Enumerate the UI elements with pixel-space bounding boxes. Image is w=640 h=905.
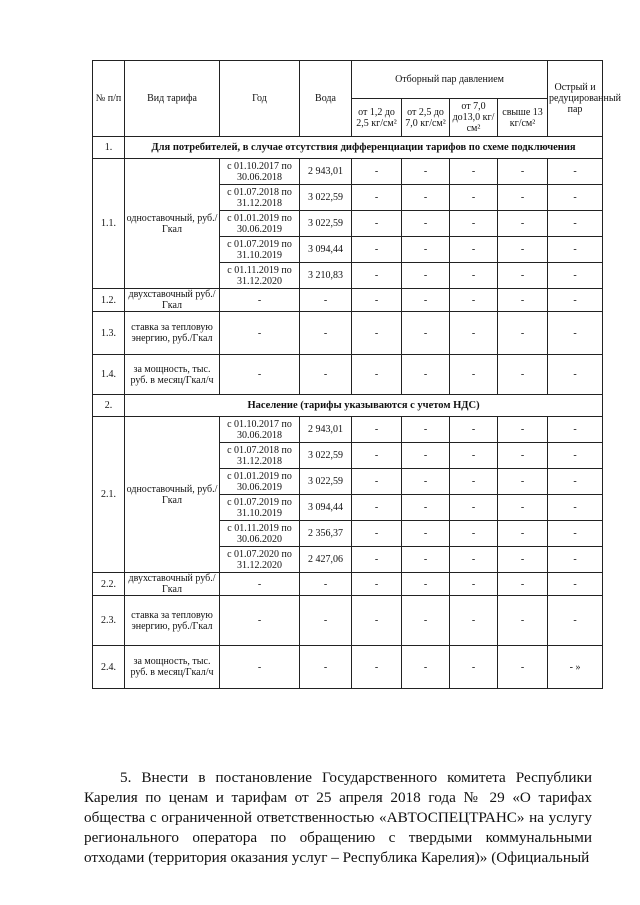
dash-cell: - xyxy=(498,646,548,689)
dash-cell: - xyxy=(548,185,603,211)
period-cell: с 01.01.2019 по 30.06.2019 xyxy=(220,469,300,495)
tariff-type-label: двухставочный руб./Гкал xyxy=(125,289,220,312)
dash-cell: - xyxy=(352,547,402,573)
period-cell: с 01.10.2017 по 30.06.2018 xyxy=(220,159,300,185)
dash-cell: - xyxy=(548,573,603,596)
section-num: 2. xyxy=(93,395,125,417)
dash-cell: - xyxy=(402,312,450,355)
section-row xyxy=(93,137,603,159)
header-steam-group: Отборный пар давлением xyxy=(352,61,548,99)
dash-cell: - xyxy=(450,263,498,289)
water-value: 2 943,01 xyxy=(300,417,352,443)
period-cell: с 01.10.2017 по 30.06.2018 xyxy=(220,417,300,443)
dash-cell: - xyxy=(352,443,402,469)
dash-cell: - xyxy=(450,443,498,469)
dash-cell: - xyxy=(352,185,402,211)
dash-cell: - xyxy=(220,312,300,355)
dash-cell: - xyxy=(548,417,603,443)
tariff-type-label: за мощность, тыс. руб. в месяц/Гкал/ч xyxy=(125,646,220,689)
row-num: 1.2. xyxy=(93,289,125,312)
dash-cell: - xyxy=(450,289,498,312)
dash-cell: - xyxy=(450,596,498,646)
dash-cell: - xyxy=(548,237,603,263)
row-num: 1.4. xyxy=(93,355,125,395)
dash-cell: - xyxy=(352,237,402,263)
header-steam-col: от 2,5 до 7,0 кг/см² xyxy=(402,99,450,137)
period-cell: с 01.07.2018 по 31.12.2018 xyxy=(220,185,300,211)
dash-cell: - xyxy=(402,521,450,547)
dash-cell: - xyxy=(450,495,498,521)
dash-cell: - xyxy=(450,573,498,596)
period-cell: с 01.07.2019 по 31.10.2019 xyxy=(220,237,300,263)
section-row xyxy=(93,395,603,417)
water-value: 3 022,59 xyxy=(300,443,352,469)
dash-cell: - xyxy=(548,211,603,237)
dash-cell: - xyxy=(498,237,548,263)
dash-cell: - xyxy=(498,211,548,237)
table-row xyxy=(93,312,603,355)
period-cell: с 01.07.2020 по 31.12.2020 xyxy=(220,547,300,573)
water-value: 2 356,37 xyxy=(300,521,352,547)
dash-cell: - xyxy=(352,646,402,689)
dash-cell: - xyxy=(498,312,548,355)
row-num: 1.1. xyxy=(93,159,125,289)
water-value: 3 022,59 xyxy=(300,185,352,211)
dash-cell: - xyxy=(498,469,548,495)
dash-cell: - xyxy=(352,312,402,355)
header-year: Год xyxy=(220,61,300,137)
period-cell: с 01.11.2019 по 30.06.2020 xyxy=(220,521,300,547)
row-num: 2.3. xyxy=(93,596,125,646)
dash-cell: - xyxy=(498,573,548,596)
dash-cell: - xyxy=(450,646,498,689)
dash-cell: - xyxy=(498,159,548,185)
dash-cell: - xyxy=(300,289,352,312)
table-row xyxy=(93,289,603,312)
dash-cell: - xyxy=(450,211,498,237)
dash-cell: - xyxy=(548,443,603,469)
dash-cell: - xyxy=(548,159,603,185)
row-num: 2.1. xyxy=(93,417,125,573)
table-row xyxy=(93,573,603,596)
dash-cell: - xyxy=(498,417,548,443)
dash-cell: - xyxy=(402,237,450,263)
section-num: 1. xyxy=(93,137,125,159)
closing-mark: - » xyxy=(548,646,603,689)
dash-cell: - xyxy=(220,355,300,395)
period-cell: с 01.11.2019 по 31.12.2020 xyxy=(220,263,300,289)
dash-cell: - xyxy=(352,289,402,312)
dash-cell: - xyxy=(352,355,402,395)
dash-cell: - xyxy=(498,495,548,521)
dash-cell: - xyxy=(498,263,548,289)
dash-cell: - xyxy=(352,417,402,443)
tariff-table xyxy=(92,60,621,689)
dash-cell: - xyxy=(402,417,450,443)
dash-cell: - xyxy=(548,521,603,547)
dash-cell: - xyxy=(498,547,548,573)
dash-cell: - xyxy=(352,211,402,237)
tariff-type-label: двухставочный руб./Гкал xyxy=(125,573,220,596)
dash-cell: - xyxy=(548,596,603,646)
dash-cell: - xyxy=(498,355,548,395)
dash-cell: - xyxy=(402,159,450,185)
dash-cell: - xyxy=(300,355,352,395)
dash-cell: - xyxy=(450,547,498,573)
dash-cell: - xyxy=(402,646,450,689)
dash-cell: - xyxy=(498,185,548,211)
header-steam-col: свыше 13 кг/см² xyxy=(498,99,548,137)
dash-cell: - xyxy=(402,596,450,646)
water-value: 3 022,59 xyxy=(300,211,352,237)
dash-cell: - xyxy=(402,573,450,596)
dash-cell: - xyxy=(402,547,450,573)
dash-cell: - xyxy=(450,185,498,211)
body-paragraph xyxy=(84,768,592,868)
dash-cell: - xyxy=(300,596,352,646)
dash-cell: - xyxy=(450,469,498,495)
dash-cell: - xyxy=(402,263,450,289)
header-num: № п/п xyxy=(93,61,125,137)
dash-cell: - xyxy=(402,211,450,237)
dash-cell: - xyxy=(450,521,498,547)
tariff-type-label: одноставочный, руб./Гкал xyxy=(125,417,220,573)
table-row xyxy=(93,596,603,646)
table-row xyxy=(93,417,603,443)
row-num: 1.3. xyxy=(93,312,125,355)
header-water: Вода xyxy=(300,61,352,137)
section-title: Для потребителей, в случае отсутствия дифференциации тарифов по схеме подключения xyxy=(125,137,603,159)
water-value: 3 022,59 xyxy=(300,469,352,495)
dash-cell: - xyxy=(300,646,352,689)
row-num: 2.4. xyxy=(93,646,125,689)
water-value: 3 094,44 xyxy=(300,495,352,521)
dash-cell: - xyxy=(402,443,450,469)
dash-cell: - xyxy=(402,185,450,211)
dash-cell: - xyxy=(450,355,498,395)
header-steam-col: от 1,2 до 2,5 кг/см² xyxy=(352,99,402,137)
dash-cell: - xyxy=(402,355,450,395)
dash-cell: - xyxy=(352,469,402,495)
dash-cell: - xyxy=(402,495,450,521)
dash-cell: - xyxy=(498,443,548,469)
dash-cell: - xyxy=(548,495,603,521)
dash-cell: - xyxy=(300,312,352,355)
dash-cell: - xyxy=(402,469,450,495)
dash-cell: - xyxy=(220,573,300,596)
water-value: 3 210,83 xyxy=(300,263,352,289)
paragraph-text: 5. Внести в постановление Государственного комитета Республики Карелия по ценам и тарифам от 25 апреля 2018 года № 29 «О тарифах общества с ограниченной ответственностью «АВТОСПЕЦТРАНС» на услугу регионального оператора по обращению с твердыми коммунальными отходами (территория оказания услуг – Республика Карелия)» (Официальный xyxy=(84,769,592,866)
dash-cell: - xyxy=(352,159,402,185)
dash-cell: - xyxy=(450,417,498,443)
tariff-type-label: ставка за тепловую энергию, руб./Гкал xyxy=(125,596,220,646)
dash-cell: - xyxy=(352,596,402,646)
period-cell: с 01.01.2019 по 30.06.2019 xyxy=(220,211,300,237)
table-row xyxy=(93,646,603,689)
dash-cell: - xyxy=(220,646,300,689)
dash-cell: - xyxy=(450,159,498,185)
header-steam-col: от 7,0 до13,0 кг/см² xyxy=(450,99,498,137)
dash-cell: - xyxy=(548,263,603,289)
dash-cell: - xyxy=(402,289,450,312)
tariff-type-label: ставка за тепловую энергию, руб./Гкал xyxy=(125,312,220,355)
row-num: 2.2. xyxy=(93,573,125,596)
dash-cell: - xyxy=(352,521,402,547)
dash-cell: - xyxy=(548,355,603,395)
dash-cell: - xyxy=(352,573,402,596)
dash-cell: - xyxy=(548,312,603,355)
header-sharp-steam: Острый и редуцированный пар xyxy=(548,61,603,137)
table-row xyxy=(93,159,603,185)
table-row xyxy=(93,355,603,395)
dash-cell: - xyxy=(450,237,498,263)
dash-cell: - xyxy=(220,289,300,312)
dash-cell: - xyxy=(352,263,402,289)
header-type: Вид тарифа xyxy=(125,61,220,137)
dash-cell: - xyxy=(548,289,603,312)
tariff-type-label: за мощность, тыс. руб. в месяц/Гкал/ч xyxy=(125,355,220,395)
tariff-type-label: одноставочный, руб./Гкал xyxy=(125,159,220,289)
period-cell: с 01.07.2019 по 31.10.2019 xyxy=(220,495,300,521)
dash-cell: - xyxy=(300,573,352,596)
dash-cell: - xyxy=(498,289,548,312)
dash-cell: - xyxy=(450,312,498,355)
dash-cell: - xyxy=(498,596,548,646)
dash-cell: - xyxy=(220,596,300,646)
section-title: Население (тарифы указываются с учетом НДС) xyxy=(125,395,603,417)
dash-cell: - xyxy=(548,469,603,495)
dash-cell: - xyxy=(498,521,548,547)
dash-cell: - xyxy=(352,495,402,521)
water-value: 2 427,06 xyxy=(300,547,352,573)
period-cell: с 01.07.2018 по 31.12.2018 xyxy=(220,443,300,469)
water-value: 3 094,44 xyxy=(300,237,352,263)
dash-cell: - xyxy=(548,547,603,573)
water-value: 2 943,01 xyxy=(300,159,352,185)
